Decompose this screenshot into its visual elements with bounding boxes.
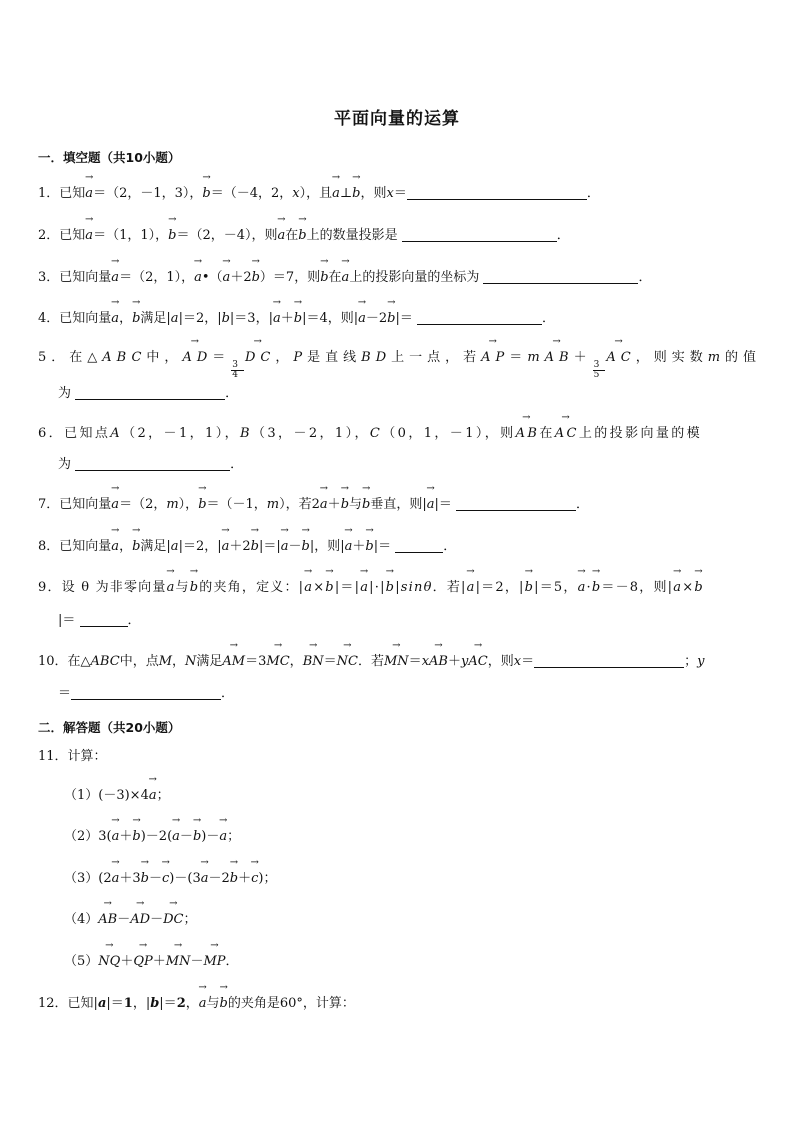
question-number: 11． xyxy=(38,749,68,764)
question-6: 6．已知点A（2，－1，1），B（3，－2，1），C（0，1，－1），则→ AB在→ AC上的投影向量的模 xyxy=(38,424,756,444)
question-number: 3． xyxy=(38,270,60,285)
question-number: 2． xyxy=(38,228,60,243)
question-2: 2．已知→ a＝（1，1），→ b＝（2，－4），则→ a在→ b上的数量投影是 ． xyxy=(38,226,756,246)
question-number: 8． xyxy=(38,539,60,554)
question-number: 1． xyxy=(38,186,60,201)
question-1: 1．已知→ a＝（2，－1，3），→ b＝（－4，2，x），且→ a⊥→ b，则x＝ ． xyxy=(38,184,756,204)
question-5: 5．在△ABC中，→ AD＝ $\frac{3}{4}$ → DC，P是直线BD上一点，若→ AP＝m→ AB＋ $\frac{3}{5}$ → AC，则实数m的值 xyxy=(38,348,756,380)
q11-item-1: （1）(－3)×4→ a； xyxy=(64,786,170,806)
question-9: 9．设 θ 为非零向量→ a与→ b的夹角，定义：|→ a×→ b|＝|→ a|·|→ b|sinθ．若|→ a|＝2，|→ b|＝5，→ a·→ b＝－8，则|→ a×→ b xyxy=(38,578,756,598)
answer-blank[interactable] xyxy=(407,185,587,200)
answer-blank[interactable] xyxy=(395,538,443,553)
section-solution-heading: 二．解答题（共20小题） xyxy=(38,720,181,735)
answer-blank-y[interactable] xyxy=(71,685,221,700)
question-12: 12．已知|a|＝1，|b|＝2，→ a与→ b的夹角是60°，计算： xyxy=(38,994,756,1014)
page-title: 平面向量的运算 xyxy=(334,109,460,129)
q11-item-4: （4）→ AB－→ AD－→ DC； xyxy=(64,910,196,930)
question-9-continued: |＝ ． xyxy=(58,613,141,628)
answer-blank[interactable] xyxy=(456,496,576,511)
question-number: 6． xyxy=(38,426,65,441)
question-number: 10． xyxy=(38,654,68,669)
answer-blank[interactable] xyxy=(417,310,542,325)
question-number: 7． xyxy=(38,497,60,512)
answer-blank[interactable] xyxy=(402,227,557,242)
answer-blank[interactable] xyxy=(75,385,225,400)
question-number: 9． xyxy=(38,580,62,595)
question-number: 4． xyxy=(38,311,60,326)
question-8: 8．已知向量→ a，→ b满足|a|＝2，|→ a＋2→ b|＝|→ a－→ b|，则|→ a＋→ b|＝ ． xyxy=(38,537,756,557)
question-5-continued: 为 ． xyxy=(58,386,239,401)
answer-blank[interactable] xyxy=(483,269,638,284)
answer-blank[interactable] xyxy=(80,612,128,627)
answer-blank[interactable] xyxy=(75,456,230,471)
question-6-continued: 为 ． xyxy=(58,457,244,472)
section-fill-blank-heading: 一．填空题（共10小题） xyxy=(38,150,181,165)
answer-blank-x[interactable] xyxy=(534,653,684,668)
question-4: 4．已知向量→ a，→ b满足|a|＝2，|b|＝3，|→ a＋→ b|＝4，则|→ a－2→ b|＝ ． xyxy=(38,309,756,329)
q11-item-5: （5）→ NQ＋→ QP＋→ MN－→ MP． xyxy=(64,952,239,972)
question-10: 10．在△ABC中，点M，N满足→ AM＝3→ MC，→ BN＝→ NC．若→ MN＝x→ AB＋y→ AC，则x＝ ；y xyxy=(38,652,756,672)
question-number: 12． xyxy=(38,996,68,1011)
question-7: 7．已知向量→ a＝（2，m），→ b＝（－1，m），若2→ a＋→ b与→ b垂直，则|→ a|＝ ． xyxy=(38,495,756,515)
question-number: 5． xyxy=(38,350,70,365)
q11-item-2: （2）3(→ a＋→ b)－2(→ a－→ b)－→ a； xyxy=(64,827,240,847)
question-10-continued: ＝ ． xyxy=(58,686,235,701)
question-3: 3．已知向量→ a＝（2，1），→ a•（→ a＋2→ b）＝7，则→ b在→ a上的投影向量的坐标为 ． xyxy=(38,268,756,288)
question-11: 11．计算： xyxy=(38,749,107,764)
q11-item-3: （3）(2→ a＋3→ b－→ c)－(3→ a－2→ b＋→ c)； xyxy=(64,869,276,889)
